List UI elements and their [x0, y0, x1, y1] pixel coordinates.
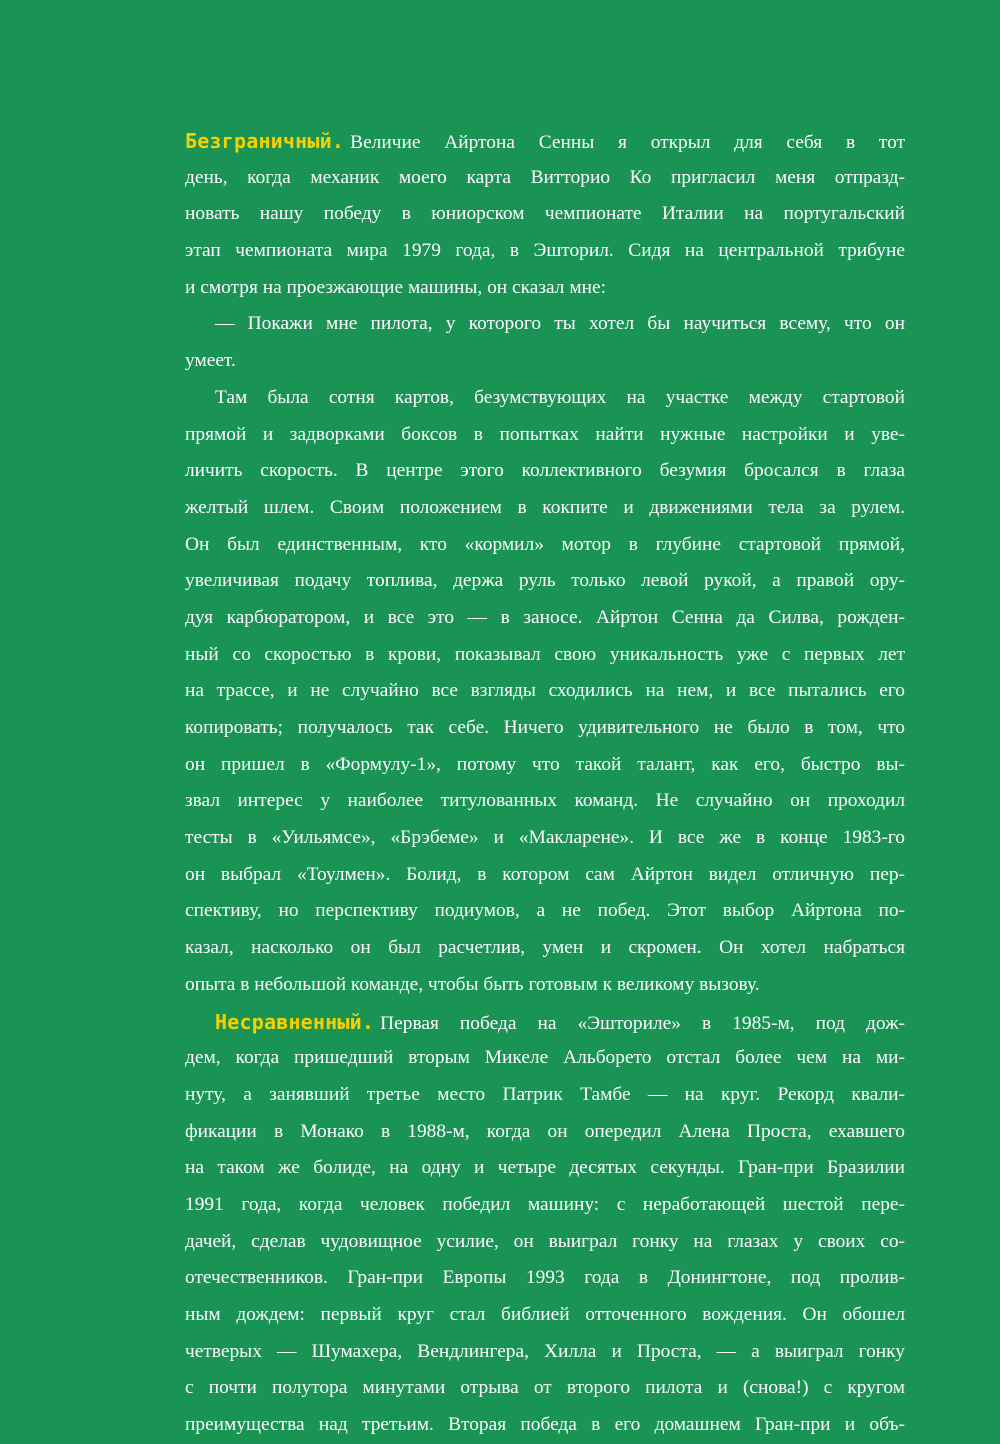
text-line — [185, 1004, 905, 1041]
text-line: этап чемпионата мира 1979 года, в Эшторил. Сидя на центральной трибуне — [185, 240, 905, 262]
text-line: Там была сотня картов, безумствующих на участке между стартовой — [215, 386, 905, 408]
text-line: и смотря на проезжающие машины, он сказал мне: — [185, 276, 606, 298]
text-line: 1991 года, когда человек победил машину: с неработающей шестой пере- — [185, 1193, 905, 1215]
text-line: дем, когда пришедший вторым Микеле Альборето отстал более чем на ми- — [185, 1047, 905, 1069]
text-line: увеличивая подачу топлива, держа руль только левой рукой, а правой ору- — [185, 570, 905, 592]
article-body — [185, 123, 905, 1444]
text-line: дачей, сделав чудовищное усилие, он выиграл гонку на глазах у своих со- — [185, 1230, 905, 1252]
text-line: дуя карбюратором, и все это — в заносе. Айртон Сенна да Силва, рожден- — [185, 606, 905, 628]
text-line: на таком же болиде, на одну и четыре десятых секунды. Гран-при Бразилии — [185, 1157, 905, 1179]
text-line-content: Величие Айртона Сенны я открыл для себя в тот — [350, 132, 905, 153]
text-line: умеет. — [185, 350, 236, 372]
text-line: новать нашу победу в юниорском чемпионате Италии на португальский — [185, 203, 905, 225]
text-line-content: Первая победа на «Эшториле» в 1985-м, под дож- — [380, 1012, 905, 1034]
text-line: день, когда механик моего карта Витторио Ко пригласил меня отпразд- — [185, 166, 905, 188]
text-line: он пришел в «Формулу-1», потому что такой талант, как его, быстро вы- — [185, 753, 905, 775]
text-line: казал, насколько он был расчетлив, умен и скромен. Он хотел набраться — [185, 937, 905, 959]
text-line: отечественников. Гран-при Европы 1993 года в Донингтоне, под пролив- — [185, 1267, 905, 1289]
text-line: нуту, а занявший третье место Патрик Тамбе — на круг. Рекорд квали- — [185, 1083, 905, 1105]
text-line: спективу, но перспективу подиумов, а не побед. Этот выбор Айртона по- — [185, 900, 905, 922]
text-line: четверых — Шумахера, Вендлингера, Хилла и Проста, — а выиграл гонку — [185, 1340, 905, 1362]
text-line: копировать; получалось так себе. Ничего удивительного не было в том, что — [185, 717, 905, 738]
section-lead-heading: Несравненный. — [215, 1009, 375, 1034]
text-line: преимущества над третьим. Вторая победа в его домашнем Гран-при и объ- — [185, 1414, 905, 1436]
text-line: — Покажи мне пилота, у которого ты хотел бы научиться всему, что он — [215, 313, 905, 335]
text-line: прямой и задворками боксов в попытках найти нужные настройки и уве- — [185, 423, 905, 445]
text-line: тесты в «Уильямсе», «Брэбеме» и «Макларене». И все же в конце 1983-го — [185, 827, 905, 849]
text-line: Он был единственным, кто «кормил» мотор в глубине стартовой прямой, — [185, 533, 905, 555]
text-line: он выбрал «Тоулмен». Болид, в котором сам Айртон видел отличную пер- — [185, 863, 905, 885]
text-line — [185, 123, 905, 160]
section-lead-heading: Безграничный. — [185, 129, 345, 153]
text-line: ным дождем: первый круг стал библией отточенного вождения. Он обошел — [185, 1304, 905, 1325]
text-line: опыта в небольшой команде, чтобы быть готовым к великому вызову. — [185, 973, 760, 995]
text-line: фикации в Монако в 1988-м, когда он опередил Алена Проста, ехавшего — [185, 1120, 905, 1142]
text-line: желтый шлем. Своим положением в кокпите и движениями тела за рулем. — [185, 496, 905, 518]
text-line: звал интерес у наиболее титулованных команд. Не случайно он проходил — [185, 790, 905, 812]
text-line: ный со скоростью в крови, показывал свою уникальность уже с первых лет — [185, 643, 905, 665]
text-line: личить скорость. В центре этого коллективного безумия бросался в глаза — [185, 460, 905, 482]
text-line: на трассе, и не случайно все взгляды сходились на нем, и все пытались его — [185, 680, 905, 702]
text-line: с почти полутора минутами отрыва от второго пилота и (снова!) с кругом — [185, 1377, 905, 1399]
